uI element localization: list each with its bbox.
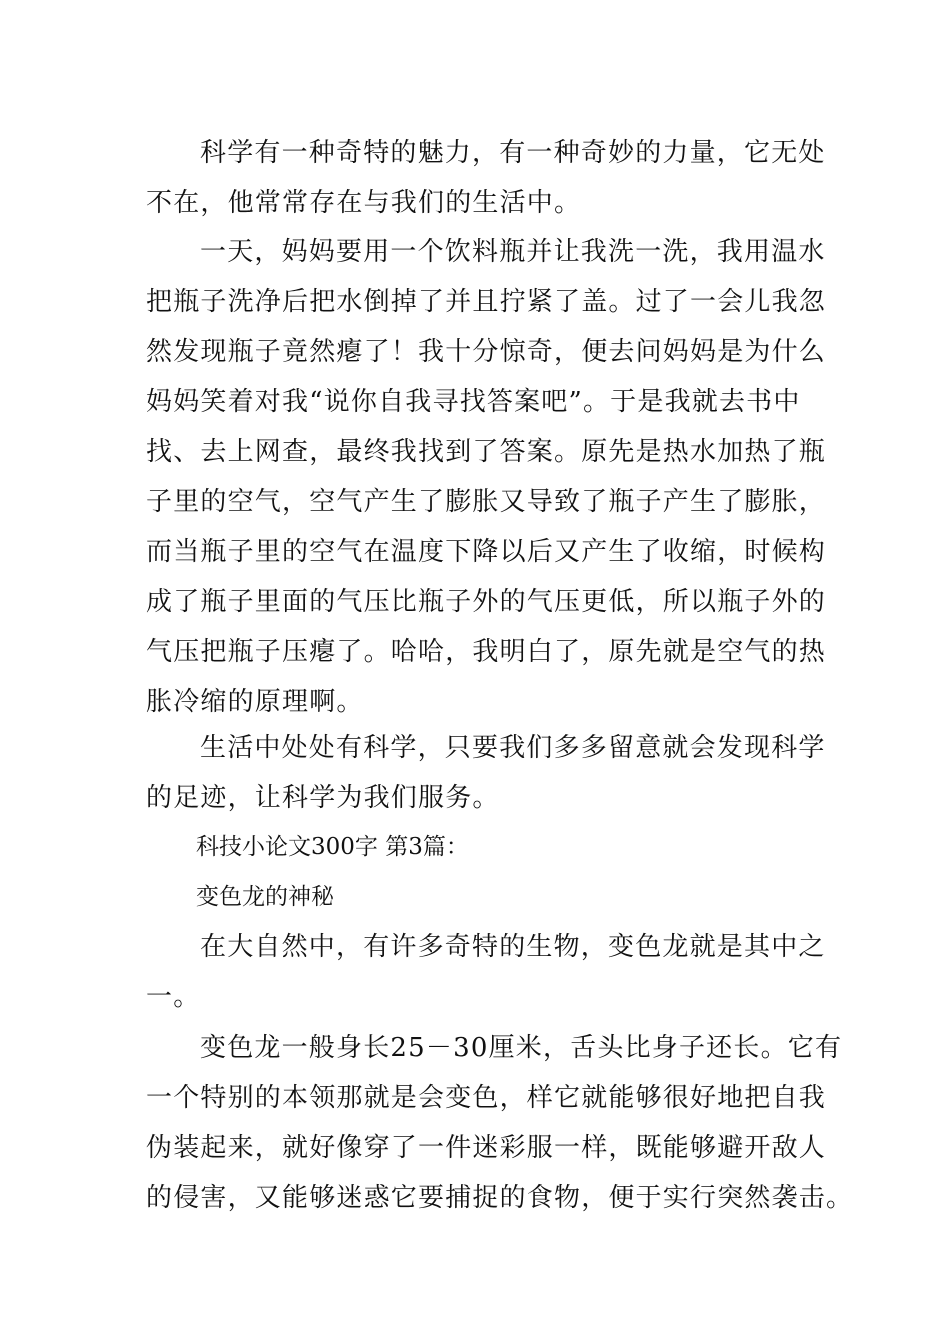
text-line: 胀冷缩的原理啊。: [146, 687, 364, 717]
text-line: 的侵害，又能够迷惑它要捕捉的食物，便于实行突然袭击。: [146, 1183, 854, 1213]
article-title: 变色龙的神秘: [196, 884, 334, 910]
text-line: 找、去上网查，最终我找到了答案。原先是热水加热了瓶: [146, 437, 827, 467]
text-line: 生活中处处有科学，只要我们多多留意就会发现科学: [200, 733, 826, 763]
text-line: 然发现瓶子竟然瘪了！我十分惊奇，便去问妈妈是为什么: [146, 337, 827, 367]
text-line: 在大自然中，有许多奇特的生物，变色龙就是其中之: [200, 932, 826, 962]
text-line: 不在，他常常存在与我们的生活中。: [146, 188, 582, 218]
section-heading: 科技小论文300字 第3篇：: [196, 834, 469, 860]
text-line: 妈妈笑着对我“说你自我寻找答案吧”。于是我就去书中: [146, 387, 801, 417]
text-line: 的足迹，让科学为我们服务。: [146, 783, 500, 813]
text-line: 子里的空气，空气产生了膨胀又导致了瓶子产生了膨胀，: [146, 487, 827, 517]
text-line: 一天，妈妈要用一个饮料瓶并让我洗一洗，我用温水: [200, 237, 826, 267]
text-line: 伪装起来，就好像穿了一件迷彩服一样，既能够避开敌人: [146, 1133, 827, 1163]
text-line: 气压把瓶子压瘪了。哈哈，我明白了，原先就是空气的热: [146, 637, 827, 667]
text-line: 成了瓶子里面的气压比瓶子外的气压更低，所以瓶子外的: [146, 587, 827, 617]
text-line: 一。: [146, 982, 201, 1012]
text-line: 而当瓶子里的空气在温度下降以后又产生了收缩，时候构: [146, 537, 827, 567]
paragraph-conclusion: [146, 723, 826, 823]
paragraph-chameleon-intro: [146, 922, 826, 1022]
paragraph-chameleon-body: [146, 1023, 854, 1223]
paragraph-intro: [146, 128, 826, 228]
text-line: 变色龙一般身长25－30厘米，舌头比身子还长。它有: [200, 1033, 843, 1063]
paragraph-bottle-story: [146, 227, 826, 727]
text-line: 科学有一种奇特的魅力，有一种奇妙的力量，它无处: [200, 138, 826, 168]
text-line: 一个特别的本领那就是会变色，样它就能够很好地把自我: [146, 1083, 827, 1113]
text-line: 把瓶子洗净后把水倒掉了并且拧紧了盖。过了一会儿我忽: [146, 287, 827, 317]
